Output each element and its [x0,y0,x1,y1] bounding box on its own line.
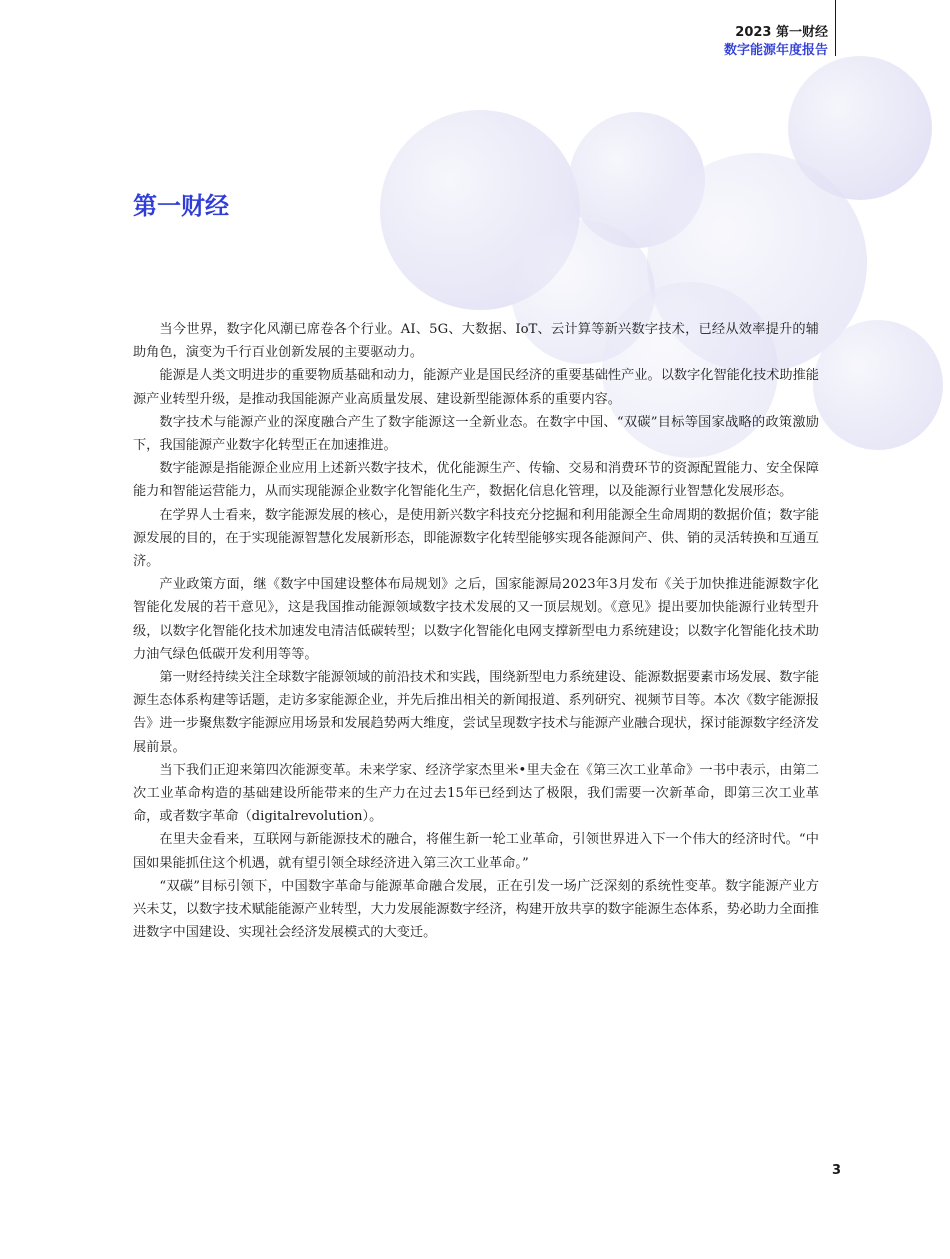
paragraph: 产业政策方面，继《数字中国建设整体布局规划》之后，国家能源局2023年3月发布《关于加快推进能源数字化智能化发展的若干意见》，这是我国推动能源领域数字技术发展的又一顶层规划。《意见》提出要加快能源行业转型升级，以数字化智能化技术加速发电清洁低碳转型；以数字化智能化电网支撑新型电力系统建设；以数字化智能化技术助力油气绿色低碳开发利用等等。 [133,577,819,662]
page-number: 3 [832,1163,842,1178]
paragraph: 在里夫金看来，互联网与新能源技术的融合，将催生新一轮工业革命，引领世界进入下一个伟大的经济时代。“中国如果能抓住这个机遇，就有望引领全球经济进入第三次工业革命。” [133,832,819,871]
paragraph: “双碳”目标引领下，中国数字革命与能源革命融合发展，正在引发一场广泛深刻的系统性变革。数字能源产业方兴未艾，以数字技术赋能能源产业转型，大力发展能源数字经济，构建开放共享的数字能源生态体系，势必助力全面推进数字中国建设、实现社会经济发展模式的大变迁。 [133,878,819,941]
paragraph: 能源是人类文明进步的重要物质基础和动力，能源产业是国民经济的重要基础性产业。以数字化智能化技术助推能源产业转型升级，是推动我国能源产业高质量发展、建设新型能源体系的重要内容。 [133,368,819,407]
bubble [813,320,943,450]
header-rule [835,0,836,56]
body-text [133,318,819,944]
paragraph: 数字技术与能源产业的深度融合产生了数字能源这一全新业态。在数字中国、“双碳”目标等国家战略的政策激励下，我国能源产业数字化转型正在加速推进。 [133,414,819,454]
paragraph: 第一财经持续关注全球数字能源领域的前沿技术和实践，围绕新型电力系统建设、能源数据要素市场发展、数字能源生态体系构建等话题，走访多家能源企业，并先后推出相关的新闻报道、系列研究、视频节目等。本次《数字能源报告》进一步聚焦数字能源应用场景和发展趋势两大维度，尝试呈现数字技术与能源产业融合现状，探讨能源数字经济发展前景。 [133,670,819,755]
paragraph: 在学界人士看来，数字能源发展的核心，是使用新兴数字科技充分挖掘和利用能源全生命周期的数据价值；数字能源发展的目的，在于实现能源智慧化发展新形态，即能源数字化转型能够实现各能源间产、供、销的灵活转换和互通互济。 [133,507,819,570]
paragraph: 当下我们正迎来第四次能源变革。未来学家、经济学家杰里米•里夫金在《第三次工业革命》一书中表示，由第二次工业革命构造的基础建设所能带来的生产力在过去15年已经到达了极限，我们需要一次新革命，即第三次工业革命，或者数字革命（digitalrevolution）。 [133,762,819,825]
page-title: 第一财经 [133,192,229,220]
header-report-title: 数字能源年度报告 [723,43,828,58]
header-year-title: 2023 第一财经 [735,25,828,40]
running-header [724,24,828,60]
paragraph: 数字能源是指能源企业应用上述新兴数字技术，优化能源生产、传输、交易和消费环节的资源配置能力、安全保障能力和智能运营能力，从而实现能源企业数字化智能化生产，数据化信息化管理，以及能源行业智慧化发展形态。 [133,461,819,500]
paragraph: 当今世界，数字化风潮已席卷各个行业。AI、5G、大数据、IoT、云计算等新兴数字技术，已经从效率提升的辅助角色，演变为千行百业创新发展的主要驱动力。 [133,322,819,361]
